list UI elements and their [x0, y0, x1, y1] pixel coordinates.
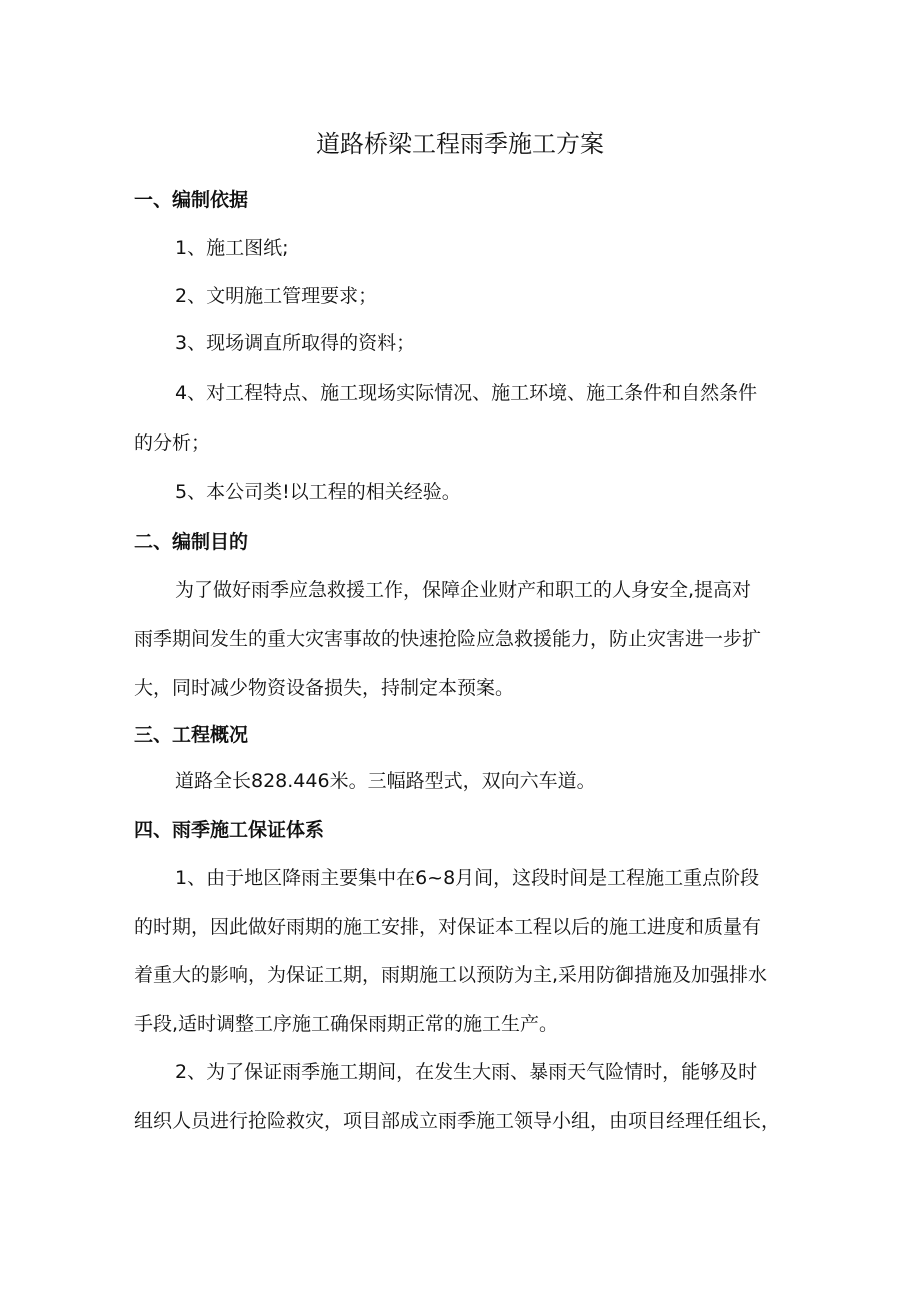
paragraph-line: 着重大的影响，为保证工期，雨期施工以预防为主,采用防御措施及加强排水	[134, 964, 768, 986]
paragraph-line: 1、施工图纸;	[175, 237, 289, 259]
paragraph-line: 2、为了保证雨季施工期间，在发生大雨、暴雨天气险情时，能够及时	[175, 1061, 758, 1083]
section-heading-system: 四、雨季施工保证体系	[134, 819, 325, 841]
paragraph-line: 为了做好雨季应急救援工作，保障企业财产和职工的人身安全,提高对	[175, 579, 752, 601]
paragraph-line: 的分析；	[134, 432, 211, 454]
paragraph-line: 4、对工程特点、施工现场实际情况、施工环境、施工条件和自然条件	[175, 382, 758, 404]
section-heading-overview: 三、工程概况	[134, 724, 249, 746]
paragraph-line: 手段,适时调整工序施工确保雨期正常的施工生产。	[134, 1013, 559, 1035]
paragraph-line: 1、由于地区降雨主要集中在6~8月间，这段时间是工程施工重点阶段	[175, 867, 760, 889]
section-heading-purpose: 二、编制目的	[134, 531, 249, 553]
paragraph-line: 的时期，因此做好雨期的施工安排，对保证本工程以后的施工进度和质量有	[134, 916, 762, 938]
paragraph-line: 组织人员进行抢险救灾，项目部成立雨季施工领导小组，由项目经理任组长，	[134, 1110, 781, 1132]
paragraph-line: 雨季期间发生的重大灾害事故的快速抢险应急救援能力，防止灾害进一步扩	[134, 628, 762, 650]
section-heading-basis: 一、编制依据	[134, 189, 249, 211]
paragraph-line: 道路全长828.446米。三幅路型式，双向六车道。	[175, 770, 596, 792]
paragraph-line: 3、现场调直所取得的资料；	[175, 332, 416, 354]
paragraph-line: 大，同时减少物资设备损失，持制定本预案。	[134, 677, 515, 699]
document-title: 道路桥梁工程雨季施工方案	[316, 130, 604, 158]
paragraph-line: 5、本公司类!以工程的相关经验。	[175, 481, 461, 503]
paragraph-line: 2、文明施工管理要求；	[175, 285, 378, 307]
